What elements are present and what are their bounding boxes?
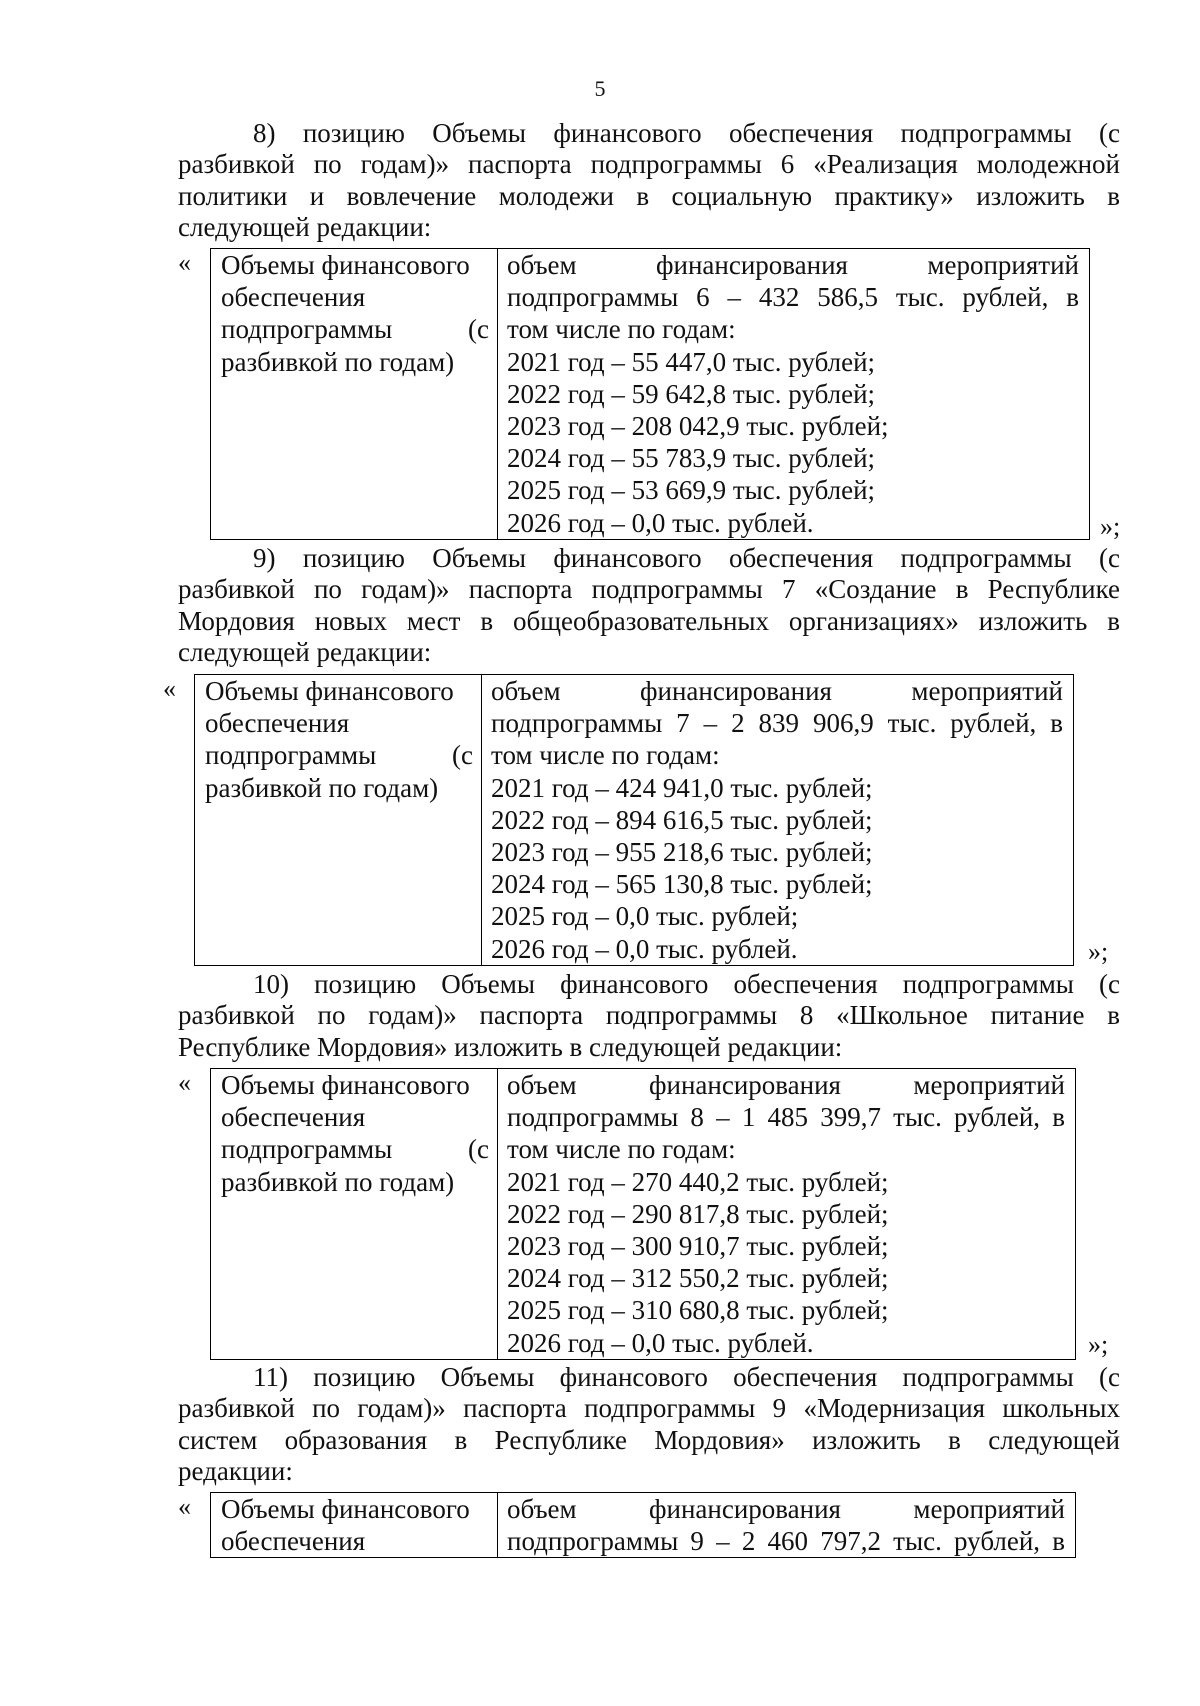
value-line: объем финансирования мероприятий — [491, 676, 1063, 706]
closing-quote: »; — [1088, 937, 1109, 966]
value-line: 2025 год – 310 680,8 тыс. рублей; — [507, 1295, 889, 1326]
label-line: Объемы финансового — [221, 1494, 470, 1524]
value-line: 2022 год – 59 642,8 тыс. рублей; — [507, 378, 876, 409]
table-value-cell — [498, 1493, 1076, 1558]
value-line: том числе по годам: — [507, 314, 736, 345]
value-line: 2024 год – 312 550,2 тыс. рублей; — [507, 1263, 889, 1294]
paragraph-line: следующей редакции: — [178, 636, 432, 667]
value-line: объем финансирования мероприятий — [507, 250, 1079, 280]
paragraph-line: 8) позицию Объемы финансового обеспечения подпрограммы (с — [253, 118, 1120, 148]
value-line: 2024 год – 55 783,9 тыс. рублей; — [507, 443, 876, 474]
value-line: подпрограммы 8 – 1 485 399,7 тыс. рублей, в — [507, 1102, 1065, 1133]
opening-quote: « — [178, 248, 191, 277]
label-line: разбивкой по годам) — [205, 772, 439, 803]
value-line: 2025 год – 53 669,9 тыс. рублей; — [507, 475, 876, 506]
paragraph-item-10 — [178, 969, 1120, 1063]
value-line: 2026 год – 0,0 тыс. рублей. — [507, 507, 814, 538]
table-label-cell — [195, 675, 482, 966]
label-line: разбивкой по годам) — [221, 1166, 455, 1197]
paragraph-line: разбивкой по годам)» паспорта подпрограммы 8 «Школьное питание в — [178, 1000, 1120, 1031]
label-line: Объемы финансового — [221, 1070, 470, 1100]
paragraph-line: политики и вовлечение молодежи в социальную практику» изложить в — [178, 180, 1120, 211]
opening-quote: « — [163, 674, 176, 703]
value-line: 2023 год – 208 042,9 тыс. рублей; — [507, 410, 889, 441]
value-line: 2021 год – 55 447,0 тыс. рублей; — [507, 346, 876, 377]
label-line: обеспечения — [221, 1102, 366, 1133]
value-line: 2023 год – 955 218,6 тыс. рублей; — [491, 836, 873, 867]
value-line: том числе по годам: — [507, 1134, 736, 1165]
passport-table-8 — [210, 1068, 1076, 1360]
paragraph-item-8 — [178, 118, 1120, 243]
value-line: подпрограммы 6 – 432 586,5 тыс. рублей, в — [507, 282, 1079, 313]
table-value-cell — [498, 1069, 1076, 1360]
value-line: 2026 год – 0,0 тыс. рублей. — [507, 1327, 814, 1358]
paragraph-line: 9) позицию Объемы финансового обеспечения подпрограммы (с — [253, 543, 1120, 573]
value-line: объем финансирования мероприятий — [507, 1070, 1065, 1100]
value-line: 2024 год – 565 130,8 тыс. рублей; — [491, 869, 873, 900]
paragraph-line: редакции: — [178, 1455, 293, 1486]
paragraph-line: разбивкой по годам)» паспорта подпрограммы 6 «Реализация молодежной — [178, 149, 1120, 180]
value-line: объем финансирования мероприятий — [507, 1494, 1065, 1524]
label-line: Объемы финансового — [205, 676, 454, 706]
label-line: обеспечения — [205, 708, 350, 739]
paragraph-item-11 — [178, 1362, 1120, 1487]
paragraph-line: систем образования в Республике Мордовия» изложить в следующей — [178, 1424, 1120, 1455]
paragraph-line: следующей редакции: — [178, 211, 432, 242]
label-line: обеспечения — [221, 1526, 366, 1557]
value-line: 2021 год – 424 941,0 тыс. рублей; — [491, 772, 873, 803]
table-label-cell — [211, 1069, 498, 1360]
value-line: 2025 год – 0,0 тыс. рублей; — [491, 901, 799, 932]
paragraph-line: Республике Мордовия» изложить в следующей редакции: — [178, 1031, 843, 1062]
value-line: том числе по годам: — [491, 740, 720, 771]
page-number: 5 — [594, 76, 606, 101]
label-line: подпрограммы (с — [205, 740, 473, 771]
value-line: подпрограммы 7 – 2 839 906,9 тыс. рублей, в — [491, 708, 1063, 739]
passport-table-9 — [210, 1492, 1076, 1558]
closing-quote: »; — [1088, 1330, 1109, 1359]
paragraph-item-9 — [178, 543, 1120, 668]
label-line: подпрограммы (с — [221, 314, 489, 345]
table-value-cell — [482, 675, 1074, 966]
paragraph-line: 11) позицию Объемы финансового обеспечения подпрограммы (с — [253, 1362, 1120, 1392]
value-line: 2022 год – 290 817,8 тыс. рублей; — [507, 1198, 889, 1229]
label-line: разбивкой по годам) — [221, 346, 455, 377]
passport-table-6 — [210, 248, 1090, 540]
value-line: 2026 год – 0,0 тыс. рублей. — [491, 933, 798, 964]
closing-quote: »; — [1100, 512, 1121, 541]
opening-quote: « — [178, 1492, 191, 1521]
paragraph-line: разбивкой по годам)» паспорта подпрограммы 9 «Модернизация школьных — [178, 1393, 1120, 1424]
table-value-cell — [498, 249, 1090, 540]
paragraph-line: 10) позицию Объемы финансового обеспечения подпрограммы (с — [253, 969, 1120, 999]
opening-quote: « — [178, 1068, 191, 1097]
table-label-cell — [211, 249, 498, 540]
label-line: подпрограммы (с — [221, 1134, 489, 1165]
value-line: подпрограммы 9 – 2 460 797,2 тыс. рублей, в — [507, 1526, 1065, 1557]
value-line: 2023 год – 300 910,7 тыс. рублей; — [507, 1230, 889, 1261]
label-line: обеспечения — [221, 282, 366, 313]
paragraph-line: разбивкой по годам)» паспорта подпрограммы 7 «Создание в Республике — [178, 574, 1120, 605]
table-label-cell — [211, 1493, 498, 1558]
value-line: 2022 год – 894 616,5 тыс. рублей; — [491, 804, 873, 835]
value-line: 2021 год – 270 440,2 тыс. рублей; — [507, 1166, 889, 1197]
paragraph-line: Мордовия новых мест в общеобразовательных организациях» изложить в — [178, 605, 1120, 636]
passport-table-7 — [194, 674, 1074, 966]
label-line: Объемы финансового — [221, 250, 470, 280]
